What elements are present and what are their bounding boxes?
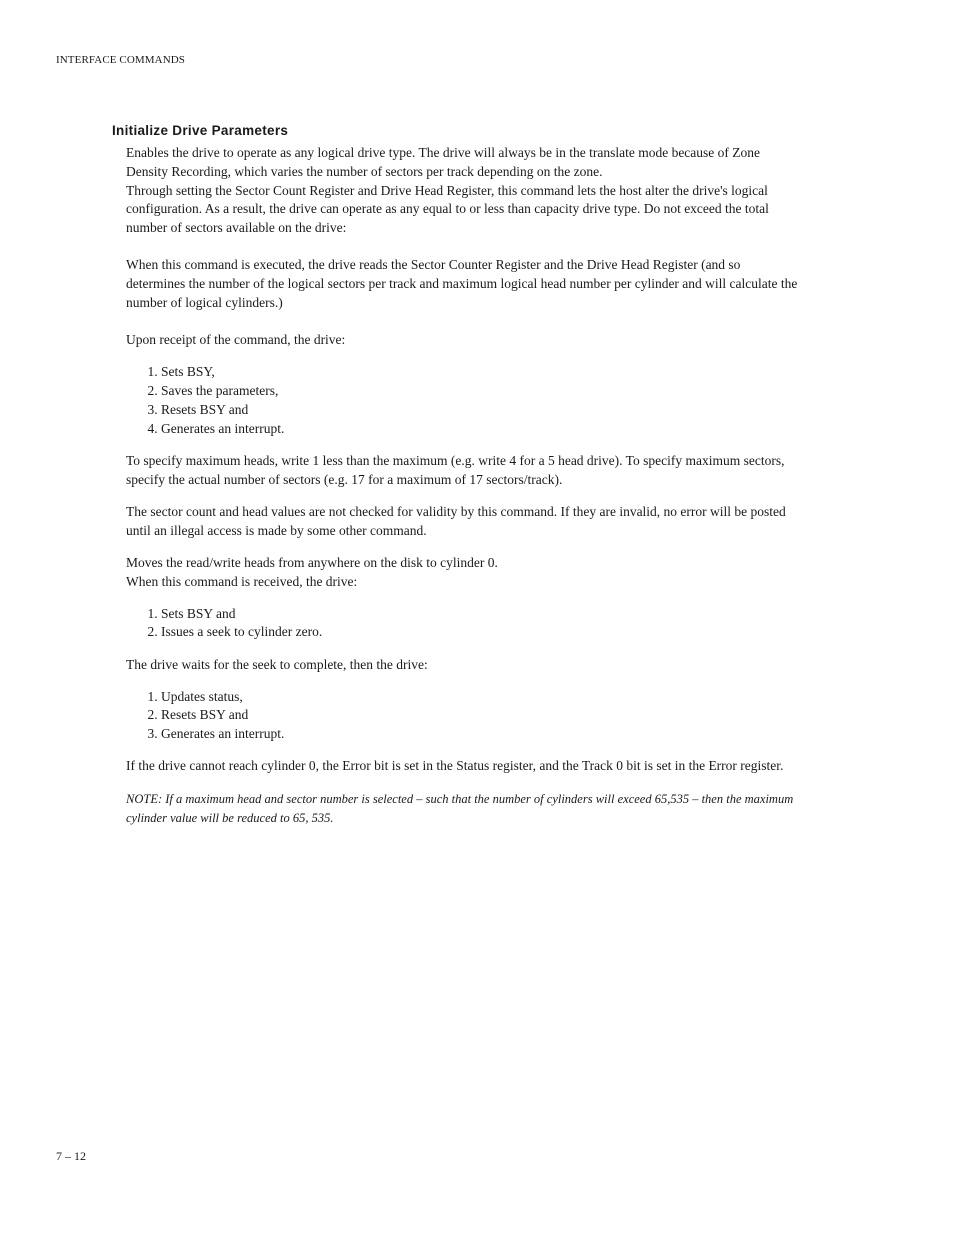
validity-paragraph: The sector count and head values are not checked for validity by this command. If they are invalid, no error will be posted until an illegal access is made by some other command. bbox=[126, 503, 786, 538]
list-item: 1. Sets BSY and bbox=[161, 605, 802, 624]
error-paragraph: If the drive cannot reach cylinder 0, the Error bit is set in the Status register, and the Track 0 bit is set in the Error register. bbox=[126, 758, 784, 774]
waits-paragraph: The drive waits for the seek to complete, then the drive: bbox=[126, 656, 428, 672]
section-title: Initialize Drive Parameters bbox=[112, 123, 289, 138]
receipt-paragraph: Upon receipt of the command, the drive: bbox=[126, 332, 346, 348]
receipt-steps-list bbox=[126, 363, 802, 438]
list-item: 2. Issues a seek to cylinder zero. bbox=[161, 623, 802, 642]
moves-paragraph: Moves the read/write heads from anywhere on the disk to cylinder 0. bbox=[126, 555, 498, 571]
list-item: 2. Resets BSY and bbox=[161, 706, 802, 725]
list-item: 1. Sets BSY, bbox=[161, 363, 802, 382]
list-item: 3. Generates an interrupt. bbox=[161, 725, 802, 744]
body-text bbox=[126, 144, 802, 828]
complete-steps-list bbox=[126, 688, 802, 744]
specify-paragraph: To specify maximum heads, write 1 less than the maximum (e.g. write 4 for a 5 head drive). To specify maximum sectors, specify the actual number of sectors (e.g. 17 for a maximum of 17 sectors/track). bbox=[126, 452, 785, 487]
intro-continued-paragraph: Through setting the Sector Count Register and Drive Head Register, this command lets the host alter the drive's logical configuration. As a result, the drive can operate as any equal to or less than capacity drive type. Do not exceed the total number of sectors available on the drive: bbox=[126, 182, 769, 236]
recalibrate-steps-list bbox=[126, 605, 802, 643]
received-paragraph: When this command is received, the drive: bbox=[126, 573, 358, 589]
list-item: 4. Generates an interrupt. bbox=[161, 420, 802, 439]
note-paragraph: NOTE: If a maximum head and sector number is selected – such that the number of cylinders will exceed 65,535 – then the maximum cylinder value will be reduced to 65, 535. bbox=[126, 791, 794, 825]
list-item: 1. Updates status, bbox=[161, 688, 802, 707]
list-item: 2. Saves the parameters, bbox=[161, 382, 802, 401]
executed-paragraph: When this command is executed, the drive reads the Sector Counter Register and the Drive Head Register (and so determines the number of the logical sectors per track and maximum logical head number per cylinder and will calculate the number of logical cylinders.) bbox=[126, 257, 798, 311]
list-item: 3. Resets BSY and bbox=[161, 401, 802, 420]
page-number: 7 – 12 bbox=[56, 1149, 86, 1163]
intro-paragraph: Enables the drive to operate as any logical drive type. The drive will always be in the translate mode because of Zone Density Recording, which varies the number of sectors per track depending on the zone. bbox=[126, 145, 761, 179]
running-header: INTERFACE COMMANDS bbox=[56, 54, 186, 66]
